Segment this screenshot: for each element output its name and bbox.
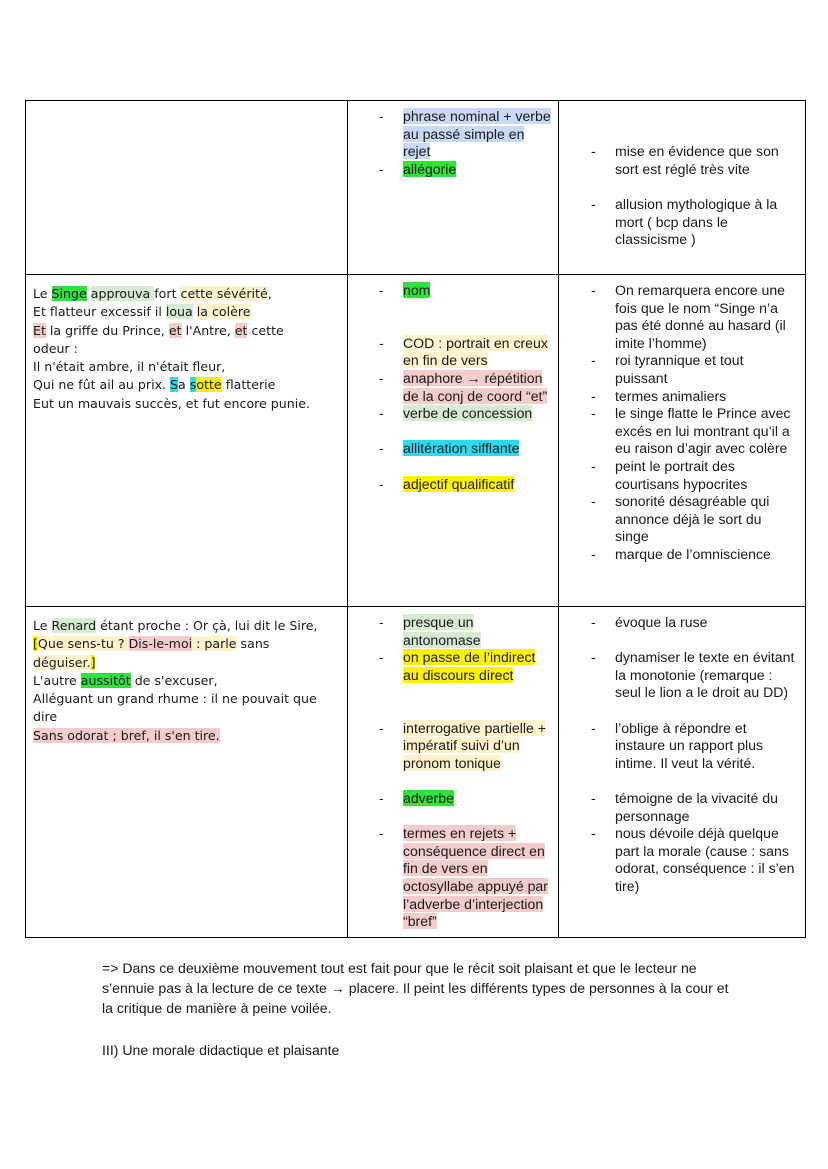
- procedures-cell: [348, 101, 559, 275]
- list-item: - mise en évidence que son sort est réglé très vite: [559, 143, 799, 178]
- effects-list: [559, 101, 805, 255]
- effects-cell: [559, 607, 806, 938]
- list-item: - on passe de l’indirect au discours direct: [348, 649, 552, 684]
- effects-list: [559, 607, 805, 902]
- verse-line: dire: [33, 709, 58, 725]
- list-item: - nous dévoile déjà quelque part la morale (cause : sans odorat, conséquence : il s’en tire): [559, 825, 799, 895]
- procedures-list: [348, 607, 558, 937]
- verse-line: [Que sens-tu ? Dis-le-moi : parle sans: [33, 636, 270, 652]
- list-item: - allitération sifflante: [348, 440, 552, 458]
- list-item: - termes en rejets + conséquence direct en fin de vers en octosyllabe appuyé par l’adverbe d’interjection “bref”: [348, 825, 552, 931]
- verse-line: Et la griffe du Prince, et l'Antre, et cette: [33, 322, 284, 338]
- procedures-list: [348, 275, 558, 499]
- table-row: [26, 275, 806, 607]
- procedures-cell: [348, 607, 559, 938]
- verse-line: Le Renard étant proche : Or çà, lui dit le Sire,: [33, 618, 318, 633]
- list-item: - adverbe: [348, 790, 552, 808]
- verse-line: déguiser.]: [33, 654, 96, 670]
- list-item: - verbe de concession: [348, 405, 552, 423]
- verse-excerpt: [26, 275, 347, 421]
- conclusion-paragraph: => Dans ce deuxième mouvement tout est fait pour que le récit soit plaisant et que le lecteur ne s’ennuie pas à la lecture de ce texte → placere. Il peint les différents types de personnes à la cour et la critique de manière à peine voilée.: [102, 960, 729, 1016]
- verse-line: Il n'était ambre, il n'était fleur,: [33, 359, 226, 375]
- list-item: - marque de l’omniscience: [559, 546, 799, 564]
- list-item: - On remarquera encore une fois que le nom “Singe n’a pas été donné au hasard (il imite l’homme): [559, 282, 799, 352]
- table-row: [26, 607, 806, 938]
- verse-line: L'autre aussitôt de s'excuser,: [33, 672, 218, 688]
- verse-line: Sans odorat ; bref, il s'en tire.: [33, 727, 220, 743]
- verse-line: odeur :: [33, 340, 78, 356]
- verse-cell: [26, 101, 348, 275]
- list-item: - témoigne de la vivacité du personnage: [559, 790, 799, 825]
- verse-line: Le Singe approuva fort cette sévérité,: [33, 286, 272, 301]
- procedures-cell: [348, 275, 559, 607]
- list-item: - le singe flatte le Prince avec excés en lui montrant qu’il a eu raison d’agir avec colère: [559, 405, 799, 458]
- list-item: - évoque la ruse: [559, 614, 799, 632]
- table-row: [26, 101, 806, 275]
- list-item: - anaphore → répétition de la conj de coord “et”: [348, 370, 552, 405]
- list-item: - phrase nominal + verbe au passé simple en rejet: [348, 108, 552, 161]
- list-item: - peint le portrait des courtisans hypocrites: [559, 458, 799, 493]
- verse-line: Qui ne fût ail au prix. Sa sotte flatterie: [33, 377, 276, 393]
- list-item: - COD : portrait en creux en fin de vers: [348, 335, 552, 370]
- list-item: - adjectif qualificatif: [348, 476, 552, 494]
- list-item: - roi tyrannique et tout puissant: [559, 352, 799, 387]
- effects-list: [559, 275, 805, 570]
- list-item: - dynamiser le texte en évitant la monotonie (remarque : seul le lion a le droit au DD): [559, 649, 799, 702]
- effects-cell: [559, 101, 806, 275]
- verse-line: Et flatteur excessif il loua la colère: [33, 304, 251, 320]
- verse-line: Alléguant un grand rhume : il ne pouvait que: [33, 691, 317, 707]
- verse-cell: [26, 275, 348, 607]
- verse-excerpt: [26, 607, 347, 753]
- list-item: - allusion mythologique à la mort ( bcp dans le classicisme ): [559, 196, 799, 249]
- list-item: - nom: [348, 282, 552, 300]
- section-heading: III) Une morale didactique et plaisante: [102, 1042, 340, 1058]
- verse-line: Eut un mauvais succès, et fut encore punie.: [33, 395, 311, 411]
- list-item: - termes animaliers: [559, 388, 799, 406]
- procedures-list: [348, 101, 558, 184]
- list-item: - sonorité désagréable qui annonce déjà le sort du singe: [559, 493, 799, 546]
- analysis-table: [25, 100, 806, 938]
- verse-cell: [26, 607, 348, 938]
- list-item: - allégorie: [348, 161, 552, 179]
- effects-cell: [559, 275, 806, 607]
- list-item: - presque un antonomase: [348, 614, 552, 649]
- list-item: - l’oblige à répondre et instaure un rapport plus intime. Il veut la vérité.: [559, 720, 799, 773]
- list-item: - interrogative partielle + impératif suivi d’un pronom tonique: [348, 720, 552, 773]
